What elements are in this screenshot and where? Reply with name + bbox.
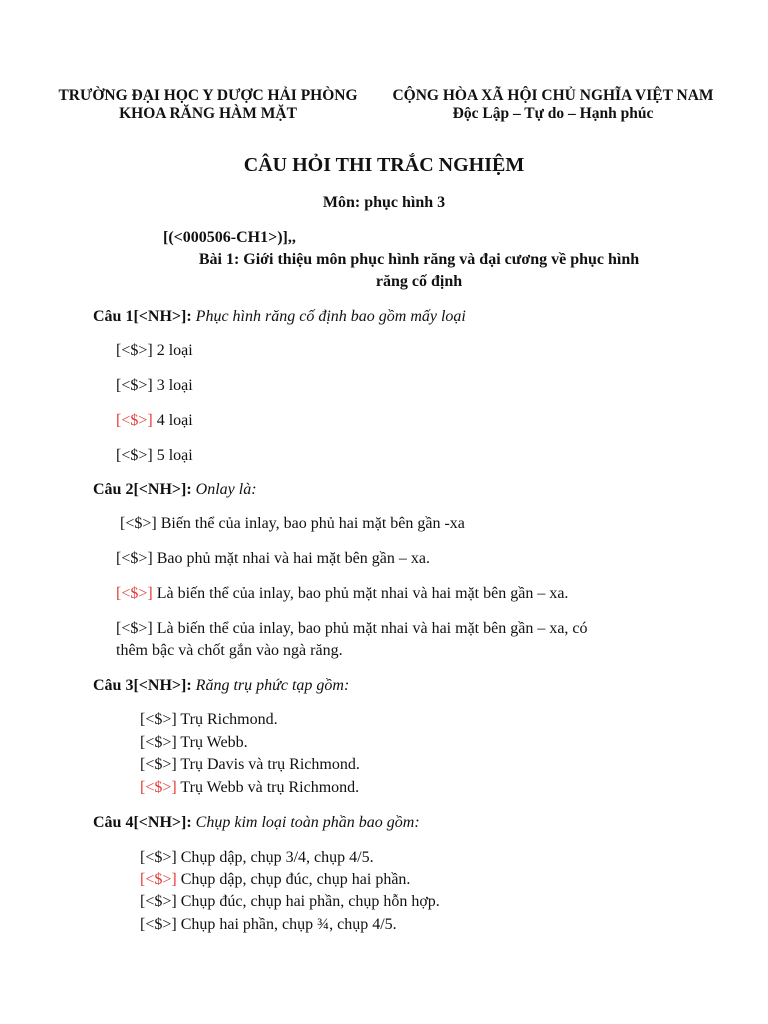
question-label: Câu 2[<NH>]: (93, 481, 192, 498)
question-2-option-c (116, 585, 568, 603)
question-4-option-a (140, 849, 374, 867)
question-1-option-b (116, 377, 193, 395)
question-4-option-b (140, 871, 410, 889)
option-text: Chụp dập, chụp 3/4, chụp 4/5. (180, 849, 374, 866)
question-text: Onlay là: (195, 481, 257, 498)
answer-marker: [<$>] (140, 893, 177, 910)
question-text: Răng trụ phức tạp gồm: (195, 677, 350, 694)
option-text: 5 loại (156, 447, 193, 464)
lesson-title-line2: răng cố định (375, 273, 463, 290)
option-text: Trụ Webb. (180, 734, 248, 751)
correct-answer-marker: [<$>] (116, 412, 153, 429)
option-text: Trụ Davis và trụ Richmond. (180, 756, 360, 773)
option-text: Trụ Webb và trụ Richmond. (180, 779, 360, 796)
question-4 (93, 814, 420, 832)
question-2-option-a (120, 515, 465, 533)
faculty-name: KHOA RĂNG HÀM MẶT (119, 105, 297, 122)
question-3-option-a (140, 711, 278, 729)
answer-marker: [<$>] (116, 342, 153, 359)
answer-marker: [<$>] (116, 447, 153, 464)
question-text: Phục hình răng cố định bao gồm mấy loại (195, 308, 466, 325)
option-text: Chụp đúc, chụp hai phần, chụp hỗn hợp. (180, 893, 440, 910)
option-text: Trụ Richmond. (180, 711, 278, 728)
question-2-option-d (116, 620, 588, 638)
lesson-title-line1: Bài 1: Giới thiệu môn phục hình răng và đại cương về phục hình (198, 251, 640, 268)
option-text: Bao phủ mặt nhai và hai mặt bên gần – xa. (156, 550, 430, 567)
question-label: Câu 1[<NH>]: (93, 308, 192, 325)
option-text: Là biến thể của inlay, bao phủ mặt nhai và hai mặt bên gần – xa. (156, 585, 569, 602)
school-name: TRƯỜNG ĐẠI HỌC Y DƯỢC HẢI PHÒNG (58, 87, 358, 104)
question-3-option-c (140, 756, 360, 774)
question-2-option-b (116, 550, 430, 568)
answer-marker: [<$>] (140, 756, 177, 773)
question-1 (93, 308, 466, 326)
question-4-option-d (140, 916, 397, 934)
question-1-option-c (116, 412, 193, 430)
correct-answer-marker: [<$>] (140, 871, 177, 888)
question-2-option-d-continued: thêm bậc và chốt gắn vào ngà răng. (116, 642, 343, 659)
question-label: Câu 4[<NH>]: (93, 814, 192, 831)
page-title: CÂU HỎI THI TRẮC NGHIỆM (243, 154, 525, 176)
question-3-option-b (140, 734, 248, 752)
answer-marker: [<$>] (140, 916, 177, 933)
national-motto: Độc Lập – Tự do – Hạnh phúc (452, 105, 654, 122)
question-bank-code: [(<000506-CH1>)],, (163, 229, 296, 246)
option-text: Chụp dập, chụp đúc, chụp hai phần. (180, 871, 411, 888)
republic-name: CỘNG HÒA XÃ HỘI CHỦ NGHĨA VIỆT NAM (392, 87, 714, 104)
question-text: Chụp kim loại toàn phần bao gồm: (195, 814, 420, 831)
answer-marker: [<$>] (140, 711, 177, 728)
answer-marker: [<$>] (116, 620, 153, 637)
option-text: Biến thể của inlay, bao phủ hai mặt bên gần -xa (160, 515, 465, 532)
question-1-option-a (116, 342, 193, 360)
answer-marker: [<$>] (140, 734, 177, 751)
correct-answer-marker: [<$>] (140, 779, 177, 796)
subject-line: Môn: phục hình 3 (322, 194, 446, 211)
question-label: Câu 3[<NH>]: (93, 677, 192, 694)
answer-marker: [<$>] (116, 550, 153, 567)
option-text: Là biến thể của inlay, bao phủ mặt nhai và hai mặt bên gần – xa, có (156, 620, 588, 637)
question-3-option-d (140, 779, 359, 797)
answer-marker: [<$>] (120, 515, 157, 532)
option-text: Chụp hai phần, chụp ¾, chụp 4/5. (180, 916, 397, 933)
option-text: 4 loại (156, 412, 193, 429)
question-1-option-d (116, 447, 193, 465)
question-2 (93, 481, 257, 499)
answer-marker: [<$>] (140, 849, 177, 866)
option-text: 3 loại (156, 377, 193, 394)
question-3 (93, 677, 349, 695)
option-text: 2 loại (156, 342, 193, 359)
answer-marker: [<$>] (116, 377, 153, 394)
question-4-option-c (140, 893, 440, 911)
correct-answer-marker: [<$>] (116, 585, 153, 602)
